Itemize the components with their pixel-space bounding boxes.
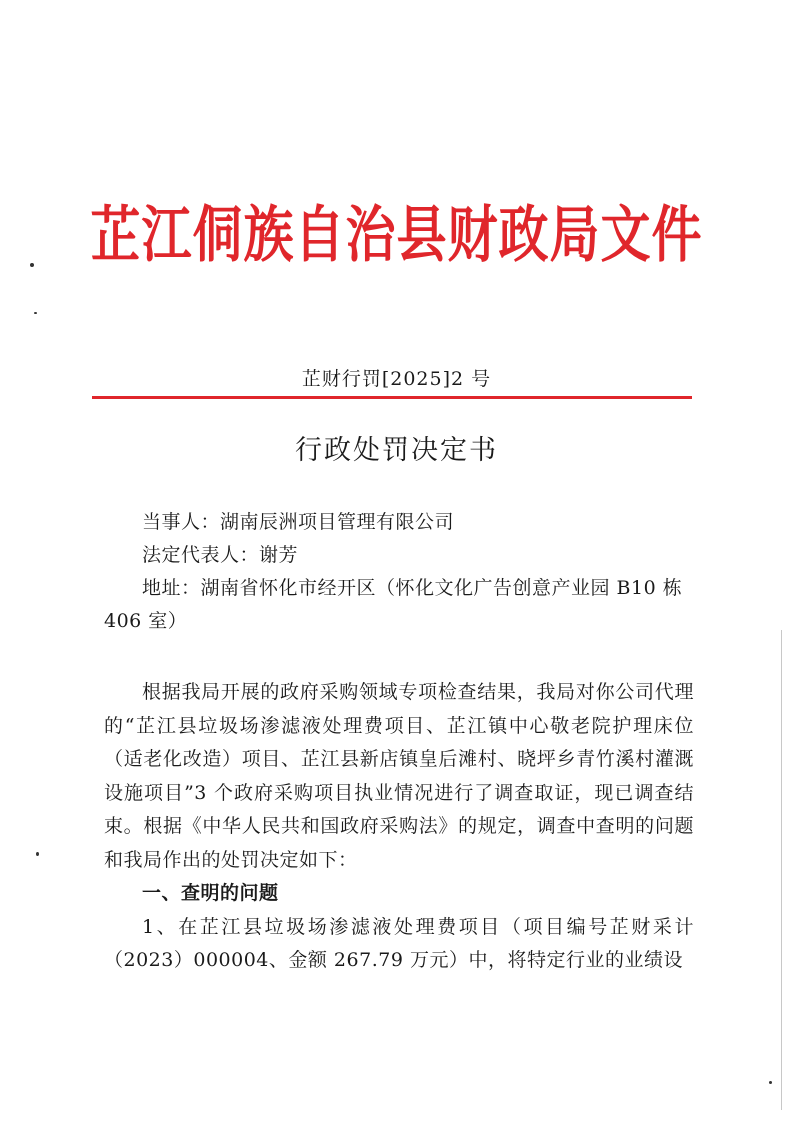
party-name-line: 当事人：湖南辰洲项目管理有限公司 <box>142 511 455 533</box>
scan-speck <box>769 1081 772 1084</box>
masthead-title: 芷江侗族自治县财政局文件 <box>90 198 703 271</box>
document-number: 芷财行罚[2025]2 号 <box>301 368 492 390</box>
red-divider-rule <box>92 396 692 399</box>
section-heading-findings: 一、查明的问题 <box>142 882 279 904</box>
scan-speck <box>34 312 37 314</box>
document-body <box>104 676 694 978</box>
address-line: 地址：湖南省怀化市经开区（怀化文化广告创意产业园 B10 栋 406 室） <box>104 577 683 632</box>
body-paragraph-intro: 根据我局开展的政府采购领域专项检查结果，我局对你公司代理的“芷江县垃圾场渗滤液处理费项目、芷江镇中心敬老院护理床位（适老化改造）项目、芷江县新店镇皇后滩村、晓坪乡青竹溪村灌溉设施项目”3 个政府采购项目执业情况进行了调查取证，现已调查结束。根据《中华人民共和国政府采购法》的规定，调查中查明的问题和我局作出的处罚决定如下： <box>104 681 694 871</box>
scan-speck <box>30 263 34 267</box>
party-info <box>104 506 694 638</box>
legal-representative-line: 法定代表人：谢芳 <box>142 544 299 566</box>
scan-speck <box>36 852 39 856</box>
document-title: 行政处罚决定书 <box>295 435 498 466</box>
scan-edge-line <box>781 630 782 1110</box>
body-paragraph-finding-1: 1、在芷江县垃圾场渗滤液处理费项目（项目编号芷财采计（2023）000004、金额 267.79 万元）中，将特定行业的业绩设 <box>104 915 694 971</box>
